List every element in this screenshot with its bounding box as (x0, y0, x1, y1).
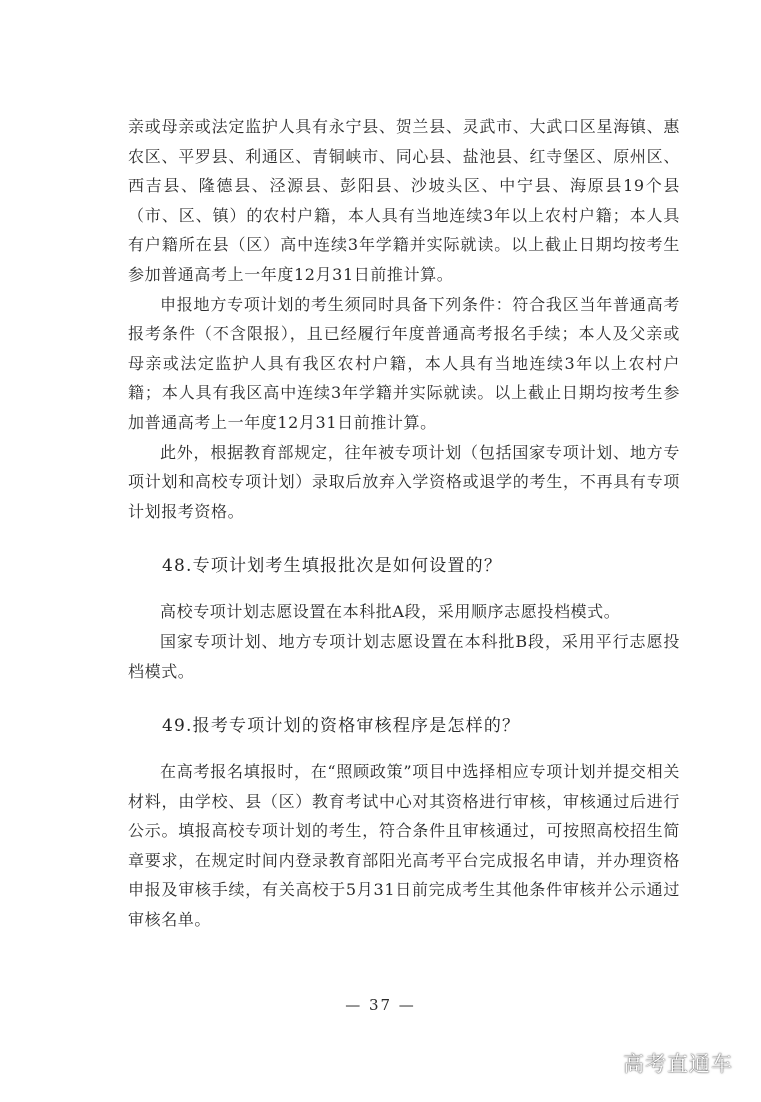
spacer (128, 741, 680, 757)
paragraph-q48-answer-1: 高校专项计划志愿设置在本科批A段，采用顺序志愿投档模式。 (160, 602, 621, 622)
question-49-heading: 49.报考专项计划的资格审核程序是怎样的？ (162, 716, 521, 737)
paragraph-q49-answer: 在高考报名填报时，在“照顾政策”项目中选择相应专项计划并提交相关材料，由学校、县（区）教育考试中心对其资格进行审核，审核通过后进行公示。填报高校专项计划的考生，符合条件且审核通过，可按照高校招生简章要求，在规定时间内登录教育部阳光高考平台完成报名申请，并办理资格申报及审核手续，有关高校于5月31日前完成考生其他条件审核并公示通过审核名单。 (128, 762, 680, 930)
spacer (128, 581, 680, 597)
page-number: — 37 — (345, 996, 416, 1014)
paragraph-disqualification-rule: 此外，根据教育部规定，往年被专项计划（包括国家专项计划、地方专项计划和高校专项计划）录取后放弃入学资格或退学的考生，不再具有专项计划报考资格。 (128, 442, 680, 521)
paragraph-q48-answer-2: 国家专项计划、地方专项计划志愿设置在本科批B段，采用平行志愿投档模式。 (128, 631, 680, 681)
question-48-heading: 48.专项计划考生填报批次是如何设置的？ (162, 556, 503, 577)
paragraph-local-plan-conditions: 申报地方专项计划的考生须同时具备下列条件：符合我区当年普通高考报考条件（不含限报），且已经履行年度普通高考报名手续；本人及父亲或母亲或法定监护人具有我区农村户籍，本人具有当地连续3年以上农村户籍；本人具有我区高中连续3年学籍并实际就读。以上截止日期均按考生参加普通高考上一年度12月31日前推计算。 (128, 294, 680, 432)
spacer (128, 686, 680, 711)
spacer (128, 526, 680, 551)
paragraph-continued-eligibility: 亲或母亲或法定监护人具有永宁县、贺兰县、灵武市、大武口区星海镇、惠农区、平罗县、利通区、青铜峡市、同心县、盐池县、红寺堡区、原州区、西吉县、隆德县、泾源县、彭阳县、沙坡头区、中宁县、海原县19个县（市、区、镇）的农村户籍，本人具有当地连续3年以上农村户籍；本人具有户籍所在县（区）高中连续3年学籍并实际就读。以上截止日期均按考生参加普通高考上一年度12月31日前推计算。 (128, 117, 680, 284)
watermark-text: 高考直通车 (623, 1052, 733, 1076)
page-content (128, 112, 680, 935)
